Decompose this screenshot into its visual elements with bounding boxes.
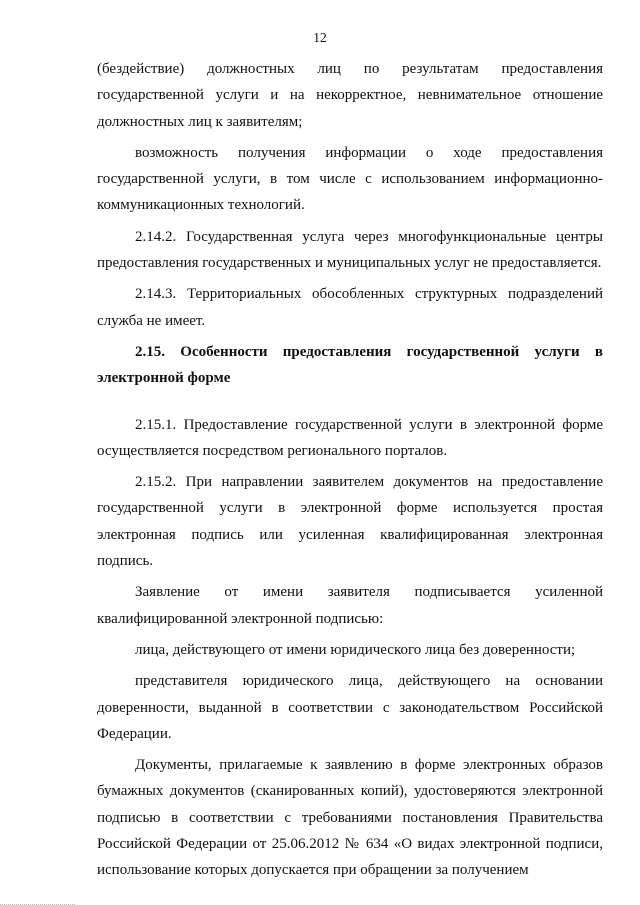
paragraph: возможность получения информации о ходе предоставления государственной услуги, в том числе с использованием информационно-коммуникационных технологий.: [97, 144, 603, 214]
section-heading: 2.15. Особенности предоставления государственной услуги в электронной форме: [97, 343, 603, 387]
paragraph: (бездействие) должностных лиц по результатам предоставления государственной услуги и на некорректное, невнимательное отношение должностных лиц к заявителям;: [97, 61, 603, 130]
paragraph: 2.14.3. Территориальных обособленных структурных подразделений служба не имеет.: [97, 286, 603, 329]
paragraph: 2.14.2. Государственная услуга через многофункциональные центры предоставления государственных и муниципальных услуг не предоставляется.: [97, 228, 603, 272]
paragraph: представителя юридического лица, действующего на основании доверенности, выданной в соответствии с законодательством Российской Федерации.: [97, 673, 603, 742]
paragraph: Заявление от имени заявителя подписывается усиленной квалифицированной электронной подписью:: [97, 584, 603, 627]
page-number: 12: [313, 30, 327, 45]
paragraph: Документы, прилагаемые к заявлению в форме электронных образов бумажных документов (сканированных копий), удостоверяются электронной подписью в соответствии с требованиями постановления Правительства Российской Федерации от 25.06.2012 № 634 «О видах электронной подписи, использование которых допускается при обращении за получением: [97, 757, 603, 879]
paragraph: 2.15.1. Предоставление государственной услуги в электронной форме осуществляется посредством регионального порталов.: [97, 416, 603, 459]
paragraph: лица, действующего от имени юридического лица без доверенности;: [135, 641, 576, 658]
document-body: [97, 56, 603, 884]
paragraph: 2.15.2. При направлении заявителем документов на предоставление государственной услуги в электронной форме используется простая электронная подпись или усиленная квалифицированная электронная подпись.: [97, 474, 603, 570]
